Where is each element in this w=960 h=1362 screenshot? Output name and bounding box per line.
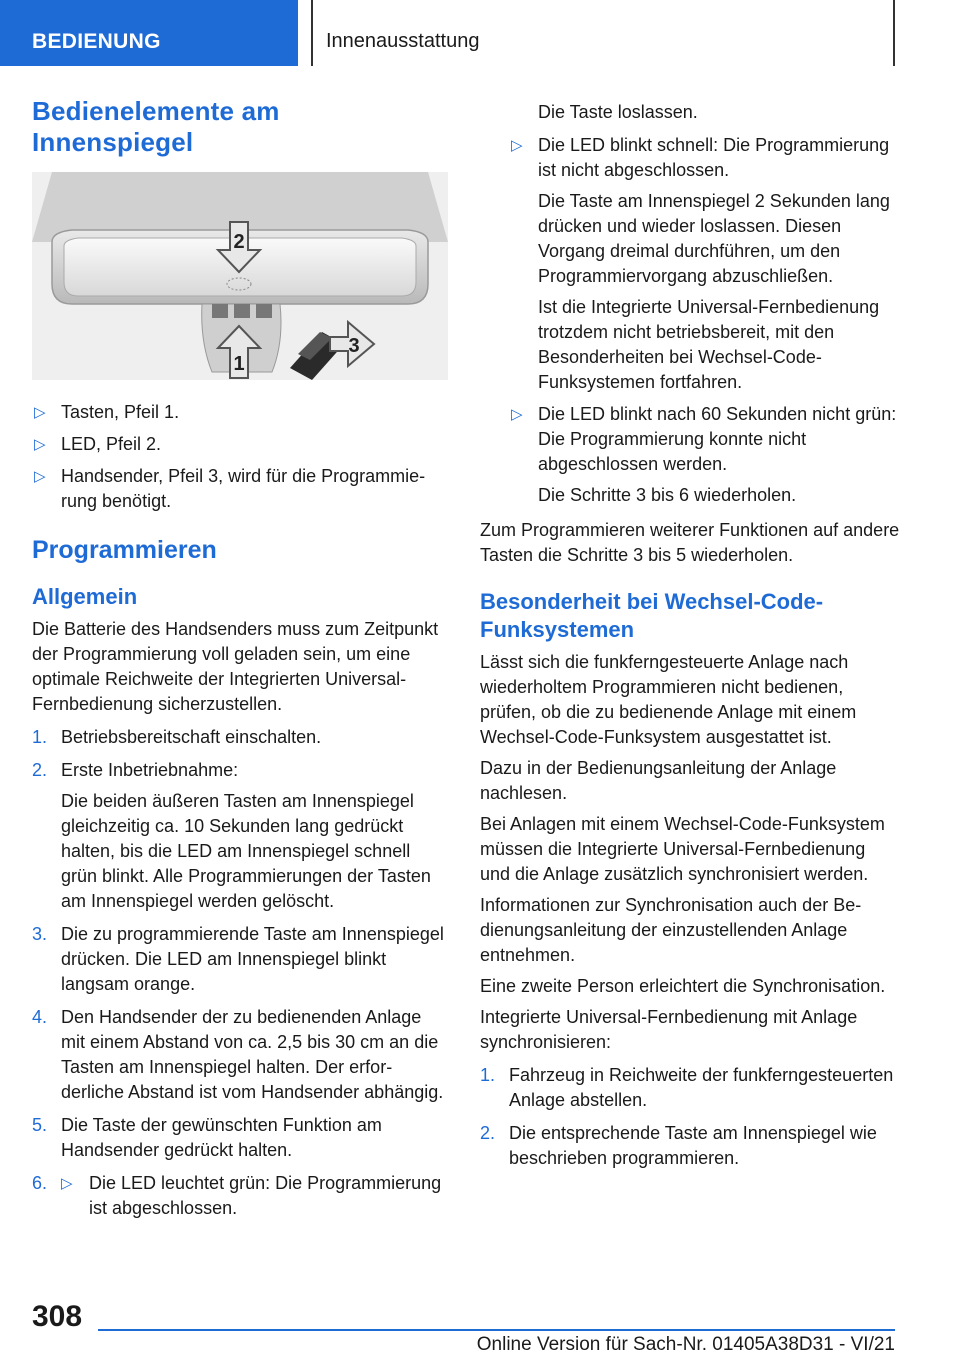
paragraph: Dazu in der Bedienungsanleitung der Anlage nachlesen. bbox=[480, 758, 837, 803]
paragraph: Informationen zur Synchronisation auch der Bedienungsanleitung der einzustellenden Anlage entnehmen. bbox=[480, 895, 862, 965]
header-divider-right bbox=[893, 0, 895, 66]
mirror-drawing bbox=[32, 172, 448, 380]
svg-text:3: 3 bbox=[348, 335, 360, 357]
led-status-list bbox=[480, 133, 900, 508]
step-item: 1. Fahrzeug in Reichweite der funkferngesteuerten Anlage abstellen. bbox=[480, 1065, 894, 1110]
triangle-bullet-icon: ▷ bbox=[511, 406, 523, 423]
heading-allgemein: Allgemein bbox=[32, 584, 138, 609]
footer-version: Online Version für Sach-Nr. 01405A38D31 - VI/21 bbox=[476, 1334, 895, 1355]
svg-text:1: 1 bbox=[233, 353, 245, 375]
list-item: ▷ Handsender, Pfeil 3, wird für die Programmierung benötigt. bbox=[34, 466, 426, 511]
triangle-bullet-icon: ▷ bbox=[34, 404, 46, 421]
triangle-bullet-icon: ▷ bbox=[34, 468, 46, 485]
heading-programmieren: Programmieren bbox=[32, 536, 217, 564]
list-item: ▷ LED, Pfeil 2. bbox=[32, 432, 448, 457]
triangle-bullet-icon: ▷ bbox=[61, 1175, 73, 1192]
section-heading: Bedienelemente am Innenspiegel bbox=[32, 96, 280, 157]
step-item: 6. ▷ Die LED leuchtet grün: Die Programmierung ist abgeschlossen. bbox=[32, 1171, 448, 1221]
continued-text: Die Taste loslassen. bbox=[538, 102, 698, 122]
left-column bbox=[32, 96, 448, 1229]
section-label: BEDIENUNG bbox=[32, 30, 161, 53]
list-item: ▷ Tasten, Pfeil 1. bbox=[32, 400, 448, 425]
programming-steps bbox=[32, 725, 448, 1221]
paragraph: Integrierte Universal-Fernbedienung mit Anlage synchronisieren: bbox=[480, 1007, 858, 1052]
after-paragraph: Zum Programmieren weiterer Funktionen auf andere Tasten die Schritte 3 bis 5 wiederholen. bbox=[480, 520, 900, 565]
mirror-illustration bbox=[32, 172, 448, 380]
paragraph: Lässt sich die funkferngesteuerte Anlage nach wiederholtem Programmieren nicht bedienen, prüfen, ob die zu bedienende Anlage mit einem Wechsel-Code-Funksystem ausgestattet ist. bbox=[480, 652, 857, 747]
component-list bbox=[32, 400, 448, 514]
footer-rule bbox=[98, 1329, 895, 1331]
sync-steps bbox=[480, 1063, 900, 1171]
chapter-title: Innenausstattung bbox=[326, 30, 480, 52]
list-item: ▷ Die LED blinkt schnell: Die Programmierung ist nicht abgeschlossen. Die Taste am Innenspiegel 2 Sekunden lang drücken und wieder loslassen. Diesen Vorgang dreimal durchführen, um den Programmiervorgang abzuschließen. Ist die Integrierte Universal-Fernbedienung trotzdem nicht betriebsbereit, mit den Besonderheiten bei Wechsel-Code-Funksystemen fortfahren. bbox=[511, 135, 890, 392]
step-item: 2. Die entsprechende Taste am Innenspiegel wie beschrieben programmieren. bbox=[480, 1123, 877, 1168]
right-column bbox=[480, 100, 900, 1179]
svg-text:2: 2 bbox=[233, 231, 245, 253]
paragraph: Eine zweite Person erleichtert die Synchronisation. bbox=[480, 976, 886, 996]
step-item: 1. Betriebsbereitschaft einschalten. bbox=[32, 727, 322, 747]
header-divider bbox=[311, 0, 313, 66]
heading-besonderheit: Besonderheit bei Wechsel-Code-Funksystemen bbox=[480, 589, 824, 642]
step-item: 2. Erste Inbetriebnahme: Die beiden äußeren Tasten am Innenspiegel gleichzeitig ca. 10 Sekunden lang gedrückt halten, bis die LED am Innenspiegel schnell grün blinkt. Alle Programmierungen der Tasten am Innenspiegel werden gelöscht. bbox=[32, 760, 431, 911]
triangle-bullet-icon: ▷ bbox=[511, 137, 523, 154]
list-item: ▷ Die LED blinkt nach 60 Sekunden nicht grün: Die Programmierung konnte nicht abgeschlossen werden. Die Schritte 3 bis 6 wiederholen. bbox=[511, 404, 897, 505]
section-tab bbox=[0, 0, 298, 66]
page-header bbox=[0, 0, 960, 66]
sub-bullet: ▷ Die LED leuchtet grün: Die Programmierung ist abgeschlossen. bbox=[61, 1173, 442, 1218]
paragraph: Bei Anlagen mit einem Wechsel-Code-Funksystem müssen die Integrierte Universal-Fernbedienung und die Anlage zusätzlich synchronisiert werden. bbox=[480, 814, 885, 884]
triangle-bullet-icon: ▷ bbox=[34, 436, 46, 453]
page-number: 308 bbox=[32, 1300, 83, 1333]
step-item: 4. Den Handsender der zu bedienenden Anlage mit einem Abstand von ca. 2,5 bis 30 cm an die Tasten am Innenspiegel halten. Der erforderliche Abstand ist vom Handsender abhängig. bbox=[32, 1007, 444, 1102]
step-item: 3. Die zu programmierende Taste am Innenspiegel drücken. Die LED am Innenspiegel blinkt langsam orange. bbox=[32, 924, 444, 994]
intro-paragraph: Die Batterie des Handsenders muss zum Zeitpunkt der Programmierung voll geladen sein, um eine optimale Reichweite der Integrierten Universal-Fernbedienung sicherzustellen. bbox=[32, 619, 439, 714]
step-item: 5. Die Taste der gewünschten Funktion am Handsender gedrückt halten. bbox=[32, 1115, 382, 1160]
